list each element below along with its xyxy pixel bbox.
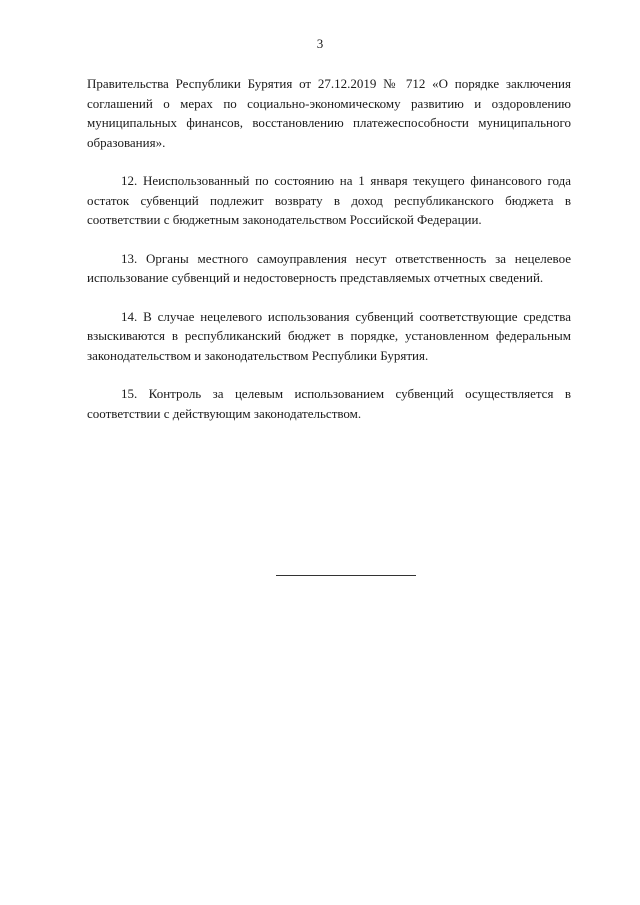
paragraph-14: 14. В случае нецелевого использования субвенций соответствующие средства взыскиваются в республиканский бюджет в порядке, установленном федеральным законодательством и законодательством Республики Бурятия.: [87, 308, 571, 363]
document-body: [87, 74, 571, 442]
end-separator-line: [276, 575, 416, 576]
paragraph-15: 15. Контроль за целевым использованием субвенций осуществляется в соответствии с действующим законодательством.: [87, 386, 571, 421]
page-number: 3: [316, 36, 324, 51]
paragraph-13: 13. Органы местного самоуправления несут ответственность за нецелевое использование субвенций и недостоверность представляемых отчетных сведений.: [87, 250, 571, 285]
paragraph-12: 12. Неиспользованный по состоянию на 1 января текущего финансового года остаток субвенций подлежит возврату в доход республиканского бюджета в соответствии с бюджетным законодательством Российской Федерации.: [87, 173, 571, 227]
paragraph-continuation: Правительства Республики Бурятия от 27.12.2019 № 712 «О порядке заключения соглашений о мерах по социально-экономическому развитию и оздоровлению муниципальных финансов, восстановлению платежеспособности муниципального образования».: [87, 76, 571, 150]
